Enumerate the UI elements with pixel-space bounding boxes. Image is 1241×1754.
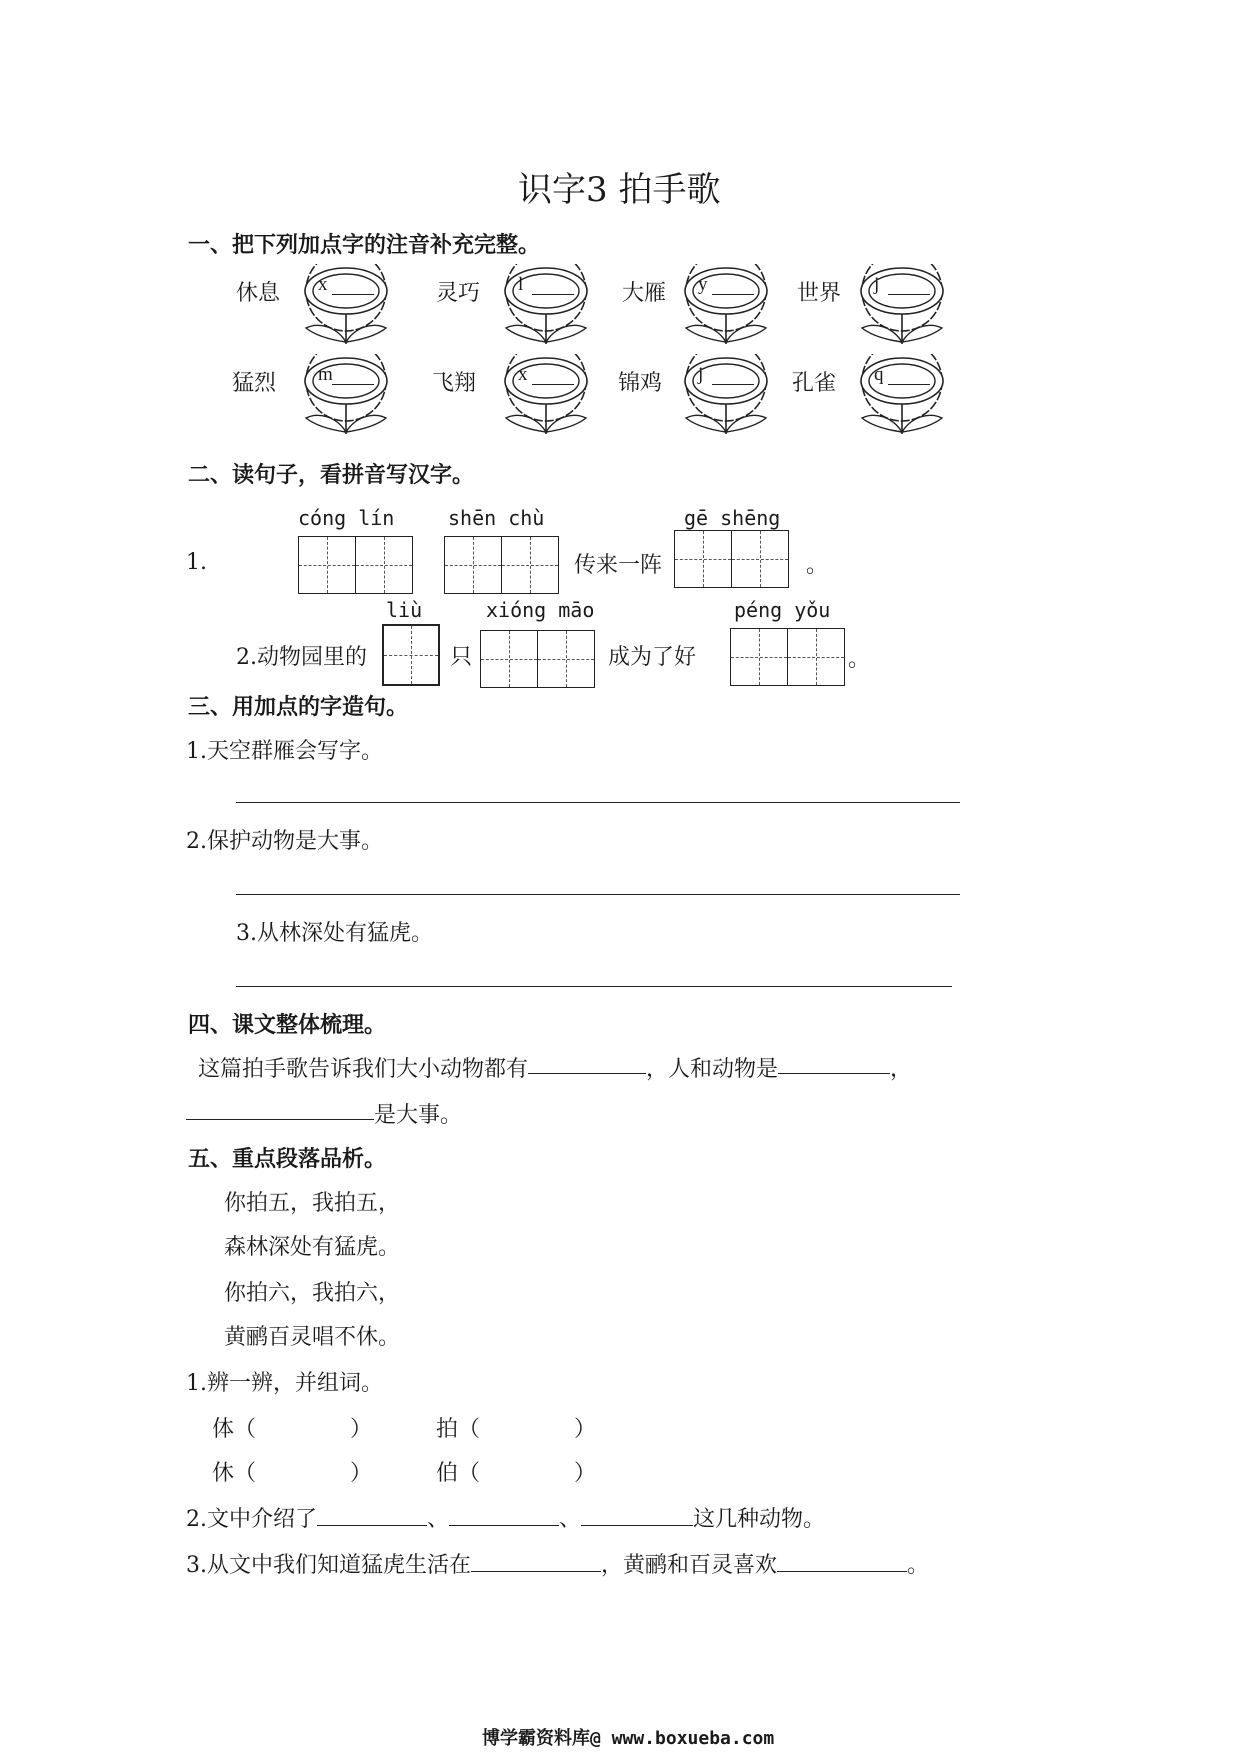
pinyin-hint: x: [518, 364, 528, 385]
answer-blank[interactable]: [449, 1503, 559, 1526]
summary-text-a: 这篇拍手歌告诉我们大小动物都有: [198, 1057, 529, 1082]
pinyin-liu: liù: [386, 598, 423, 622]
char-cell[interactable]: [298, 536, 356, 594]
pinyin-blank[interactable]: [332, 294, 374, 295]
answer-blank[interactable]: [528, 1051, 646, 1074]
pair-b-close: ）: [574, 1417, 597, 1442]
char-cell[interactable]: [501, 536, 559, 594]
answer-blank[interactable]: [471, 1549, 601, 1572]
q3-text-a: 3.从文中我们知道猛虎生活在: [186, 1553, 471, 1578]
word-dayan: 大雁: [622, 281, 667, 306]
word-xiuxi: 休息: [236, 281, 281, 306]
poem-line: 黄鹂百灵唱不休。: [224, 1325, 401, 1350]
char-cell[interactable]: [674, 530, 732, 588]
word-jinji: 锦鸡: [618, 371, 663, 396]
flower-answer-box[interactable]: [852, 354, 952, 434]
pinyin-hint: j: [698, 364, 704, 385]
poem-line: 你拍六，我拍六，: [224, 1281, 401, 1306]
word-menglie: 猛烈: [232, 371, 277, 396]
summary-line1: [198, 1052, 912, 1083]
char-cell[interactable]: [787, 628, 845, 686]
char-grid-gesheng[interactable]: [674, 530, 787, 588]
section5-heading: 五、重点段落品析。: [188, 1147, 387, 1172]
sentence-item: 2.保护动物是大事。: [186, 829, 383, 854]
pinyin-hint: x: [318, 274, 328, 295]
flower-answer-box[interactable]: [496, 354, 596, 434]
answer-line[interactable]: [236, 894, 960, 895]
poem-line: 你拍五，我拍五，: [224, 1191, 401, 1216]
pair-a-close: ）: [350, 1461, 373, 1486]
pinyin-blank[interactable]: [888, 384, 930, 385]
q2-text-a: 2.文中介绍了: [186, 1507, 317, 1532]
flower-answer-box[interactable]: [496, 264, 596, 344]
char-cell[interactable]: [731, 530, 789, 588]
summary-text-b: ，人和动物是: [646, 1057, 779, 1082]
summary-text-d: 是大事。: [374, 1103, 463, 1128]
pair-a-open: 体（: [212, 1417, 257, 1442]
pinyin-hint: l: [518, 274, 524, 295]
char-cell[interactable]: [444, 536, 502, 594]
q1-number: 1.: [186, 550, 207, 575]
pinyin-hint: j: [874, 274, 880, 295]
pinyin-blank[interactable]: [332, 384, 374, 385]
section4-heading: 四、课文整体梳理。: [188, 1013, 387, 1038]
pinyin-shenchu: shēn chù: [448, 506, 545, 530]
pinyin-hint: m: [318, 364, 333, 385]
pair-b-open: 伯（: [436, 1461, 481, 1486]
s5-q2: [186, 1502, 825, 1533]
char-cell[interactable]: [382, 624, 440, 686]
poem-line: 森林深处有猛虎。: [224, 1235, 401, 1260]
pinyin-xiongmao: xióng māo: [486, 598, 595, 622]
q3-text-b: ，黄鹂和百灵喜欢: [601, 1553, 778, 1578]
q1-end: 。: [806, 553, 829, 578]
flower-answer-box[interactable]: [296, 354, 396, 434]
char-cell[interactable]: [537, 630, 595, 688]
pinyin-hint: y: [698, 274, 708, 295]
footer-watermark: 博学霸资料库@ www.boxueba.com: [482, 1728, 775, 1749]
pinyin-conglin: cóng lín: [298, 506, 395, 530]
q2-text-start: 2.动物园里的: [236, 645, 367, 670]
sentence-item: 1.天空群雁会写字。: [186, 739, 383, 764]
char-grid-shenchu[interactable]: [444, 536, 557, 594]
char-grid-pengyou[interactable]: [730, 628, 843, 686]
answer-blank[interactable]: [317, 1503, 427, 1526]
flower-answer-box[interactable]: [676, 264, 776, 344]
q2-text-b: 这几种动物。: [693, 1507, 826, 1532]
answer-line[interactable]: [236, 802, 960, 803]
word-feixiang: 飞翔: [432, 371, 477, 396]
answer-blank[interactable]: [581, 1503, 693, 1526]
summary-line2: [186, 1098, 462, 1129]
section1-heading: 一、把下列加点字的注音补充完整。: [188, 233, 541, 258]
q2-end: 。: [848, 647, 871, 672]
flower-answer-box[interactable]: [676, 354, 776, 434]
q2-sep: 、: [427, 1507, 450, 1532]
pinyin-blank[interactable]: [532, 384, 574, 385]
page-title: 识字3 拍手歌: [518, 170, 721, 210]
q2-text-mid: 成为了好: [608, 645, 697, 670]
s5-q1: 1.辨一辨，并组词。: [186, 1371, 383, 1396]
char-cell[interactable]: [480, 630, 538, 688]
word-kongque: 孔雀: [792, 371, 837, 396]
pair-b-close: ）: [574, 1461, 597, 1486]
flower-answer-box[interactable]: [852, 264, 952, 344]
answer-blank[interactable]: [778, 1051, 890, 1074]
pinyin-blank[interactable]: [532, 294, 574, 295]
pair-a-open: 休（: [212, 1461, 257, 1486]
sentence-item: 3.从林深处有猛虎。: [236, 921, 433, 946]
s5-q3: [186, 1548, 929, 1579]
pinyin-hint: q: [874, 364, 884, 385]
word-lingqiao: 灵巧: [436, 281, 481, 306]
section3-heading: 三、用加点的字造句。: [188, 695, 409, 720]
char-grid-conglin[interactable]: [298, 536, 411, 594]
pinyin-blank[interactable]: [712, 294, 754, 295]
pair-b-open: 拍（: [436, 1417, 481, 1442]
answer-blank[interactable]: [777, 1549, 907, 1572]
q1-text: 传来一阵: [574, 553, 663, 578]
char-grid-liu[interactable]: [382, 624, 439, 686]
q2-text-zhi: 只: [450, 645, 473, 670]
pair-a-close: ）: [350, 1417, 373, 1442]
pinyin-blank[interactable]: [712, 384, 754, 385]
pinyin-blank[interactable]: [888, 294, 930, 295]
char-cell[interactable]: [355, 536, 413, 594]
section2-heading: 二、读句子，看拼音写汉字。: [188, 463, 475, 488]
q3-text-c: 。: [907, 1553, 930, 1578]
answer-line[interactable]: [236, 986, 952, 987]
flower-answer-box[interactable]: [296, 264, 396, 344]
pinyin-gesheng: gē shēng: [684, 506, 781, 530]
answer-blank[interactable]: [186, 1097, 374, 1120]
char-cell[interactable]: [730, 628, 788, 686]
q2-sep: 、: [559, 1507, 582, 1532]
pinyin-pengyou: péng yǒu: [734, 598, 831, 622]
char-grid-xiongmao[interactable]: [480, 630, 593, 688]
summary-text-c: ，: [890, 1057, 913, 1082]
word-shijie: 世界: [797, 281, 842, 306]
